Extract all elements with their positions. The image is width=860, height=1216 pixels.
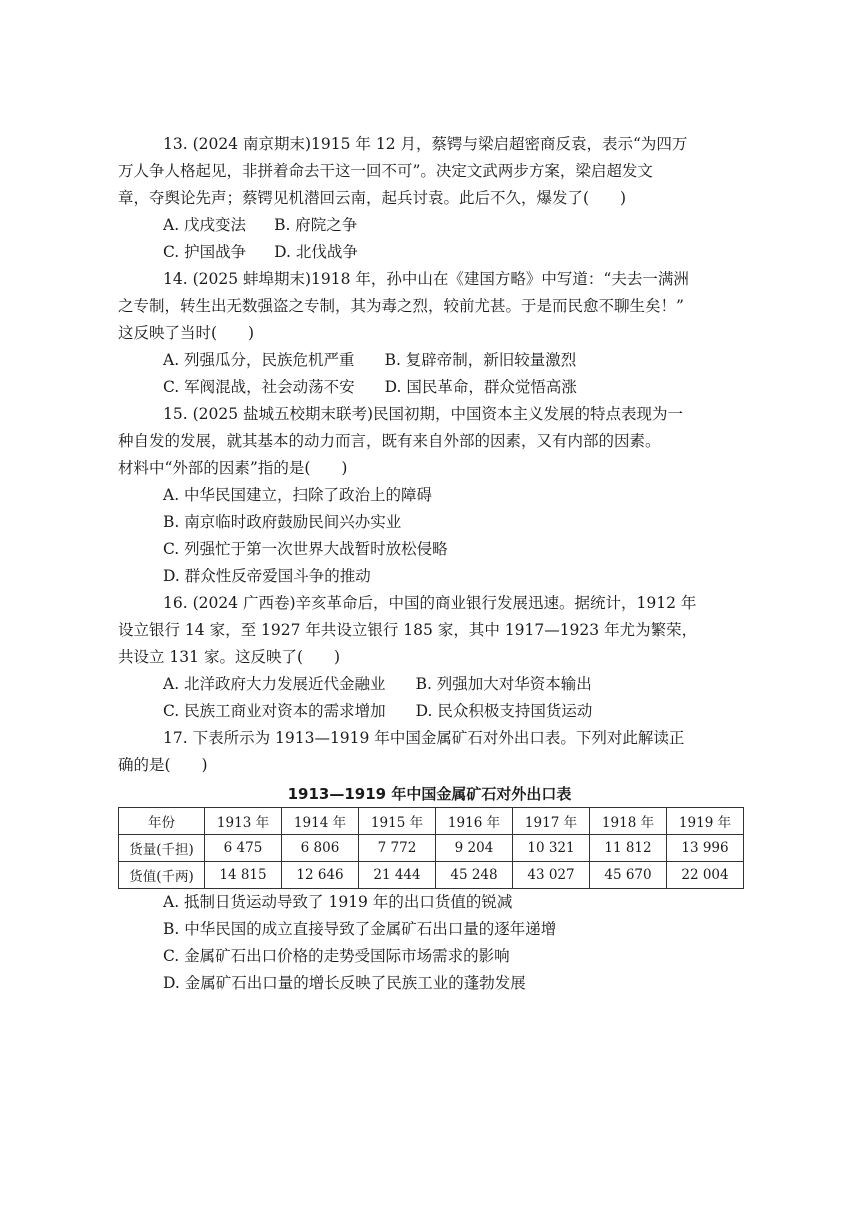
table-header-cell: 1916 年	[436, 808, 513, 835]
option-d[interactable]: D. 金属矿石出口量的增长反映了民族工业的蓬勃发展	[163, 974, 526, 992]
options-row	[118, 347, 741, 374]
table-cell: 10 321	[513, 835, 590, 862]
table-cell: 45 248	[436, 862, 513, 889]
question-text: 材料中“外部的因素”指的是( )	[118, 459, 348, 477]
options-row	[118, 671, 741, 698]
table-cell: 13 996	[667, 835, 744, 862]
table-cell: 9 204	[436, 835, 513, 862]
table-header-cell: 1918 年	[590, 808, 667, 835]
table-cell: 45 670	[590, 862, 667, 889]
options-row	[118, 374, 741, 401]
question-text: 万人争人格起见，非拼着命去干这一回不可”。决定文武两步方案，梁启超发文	[118, 162, 653, 180]
question-text: 13. (2024 南京期末)1915 年 12 月，蔡锷与梁启超密商反袁，表示“为四万	[163, 135, 688, 153]
question-text: 之专制，转生出无数强盗之专制，其为毒之烈，较前尤甚。于是而民愈不聊生矣！”	[118, 297, 684, 315]
option-b[interactable]: B. 南京临时政府鼓励民间兴办实业	[163, 513, 402, 531]
table-header-cell: 1917 年	[513, 808, 590, 835]
table-cell: 货量(千担)	[119, 835, 205, 862]
table-cell: 43 027	[513, 862, 590, 889]
option-b[interactable]: B. 府院之争	[274, 216, 358, 234]
question-17	[118, 725, 741, 997]
question-text: 设立银行 14 家，至 1927 年共设立银行 185 家，其中 1917—1923 年尤为繁荣，	[118, 621, 698, 639]
option-a[interactable]: A. 戊戌变法	[163, 216, 247, 234]
question-text: 14. (2025 蚌埠期末)1918 年，孙中山在《建国方略》中写道：“夫去一满洲	[163, 270, 689, 288]
table-cell: 7 772	[359, 835, 436, 862]
table-header-cell: 年份	[119, 808, 205, 835]
option-b[interactable]: B. 中华民国的成立直接导致了金属矿石出口量的逐年递增	[163, 920, 557, 938]
option-c[interactable]: C. 护国战争	[163, 243, 247, 261]
option-b[interactable]: B. 列强加大对华资本输出	[415, 675, 592, 693]
table-cell: 6 806	[282, 835, 359, 862]
table-cell: 11 812	[590, 835, 667, 862]
table-cell: 12 646	[282, 862, 359, 889]
table-row	[119, 862, 744, 889]
option-a[interactable]: A. 北洋政府大力发展近代金融业	[163, 675, 386, 693]
table-cell: 14 815	[205, 862, 282, 889]
option-a[interactable]: A. 抵制日货运动导致了 1919 年的出口货值的锐减	[163, 893, 513, 911]
options-row	[118, 698, 741, 725]
question-text: 共设立 131 家。这反映了( )	[118, 648, 341, 666]
option-c[interactable]: C. 民族工商业对资本的需求增加	[163, 702, 386, 720]
table-header-cell: 1914 年	[282, 808, 359, 835]
question-list	[118, 131, 741, 997]
question-text: 15. (2025 盐城五校期末联考)民国初期，中国资本主义发展的特点表现为一	[163, 405, 684, 423]
option-c[interactable]: C. 金属矿石出口价格的走势受国际市场需求的影响	[163, 947, 510, 965]
table-title: 1913—1919 年中国金属矿石对外出口表	[287, 785, 572, 803]
table-row	[119, 835, 744, 862]
options-row	[118, 212, 741, 239]
option-a[interactable]: A. 列强瓜分，民族危机严重	[163, 351, 355, 369]
table-cell: 22 004	[667, 862, 744, 889]
question-text: 16. (2024 广西卷)辛亥革命后，中国的商业银行发展迅速。据统计，1912 年	[163, 594, 697, 612]
table-header-cell: 1915 年	[359, 808, 436, 835]
option-b[interactable]: B. 复辟帝制，新旧较量激烈	[384, 351, 577, 369]
question-14	[118, 266, 741, 401]
option-d[interactable]: D. 国民革命，群众觉悟高涨	[384, 378, 577, 396]
question-text: 确的是( )	[118, 756, 208, 774]
table-header-row	[119, 808, 744, 835]
option-d[interactable]: D. 民众积极支持国货运动	[415, 702, 593, 720]
option-a[interactable]: A. 中华民国建立，扫除了政治上的障碍	[163, 486, 433, 504]
options-row	[118, 239, 741, 266]
table-cell: 6 475	[205, 835, 282, 862]
table-header-cell: 1919 年	[667, 808, 744, 835]
table-cell: 21 444	[359, 862, 436, 889]
table-header-cell: 1913 年	[205, 808, 282, 835]
question-text: 章，夺舆论先声；蔡锷见机潜回云南，起兵讨袁。此后不久，爆发了( )	[118, 189, 627, 207]
question-text: 17. 下表所示为 1913—1919 年中国金属矿石对外出口表。下列对此解读正	[163, 729, 685, 747]
option-c[interactable]: C. 军阀混战，社会动荡不安	[163, 378, 355, 396]
table-cell: 货值(千两)	[119, 862, 205, 889]
question-13	[118, 131, 741, 266]
question-16	[118, 590, 741, 725]
option-d[interactable]: D. 群众性反帝爱国斗争的推动	[163, 567, 371, 585]
question-text: 这反映了当时( )	[118, 324, 255, 342]
option-c[interactable]: C. 列强忙于第一次世界大战暂时放松侵略	[163, 540, 448, 558]
question-15	[118, 401, 741, 590]
export-table	[118, 807, 744, 889]
option-d[interactable]: D. 北伐战争	[274, 243, 358, 261]
question-text: 种自发的发展，就其基本的动力而言，既有来自外部的因素，又有内部的因素。	[118, 432, 661, 450]
